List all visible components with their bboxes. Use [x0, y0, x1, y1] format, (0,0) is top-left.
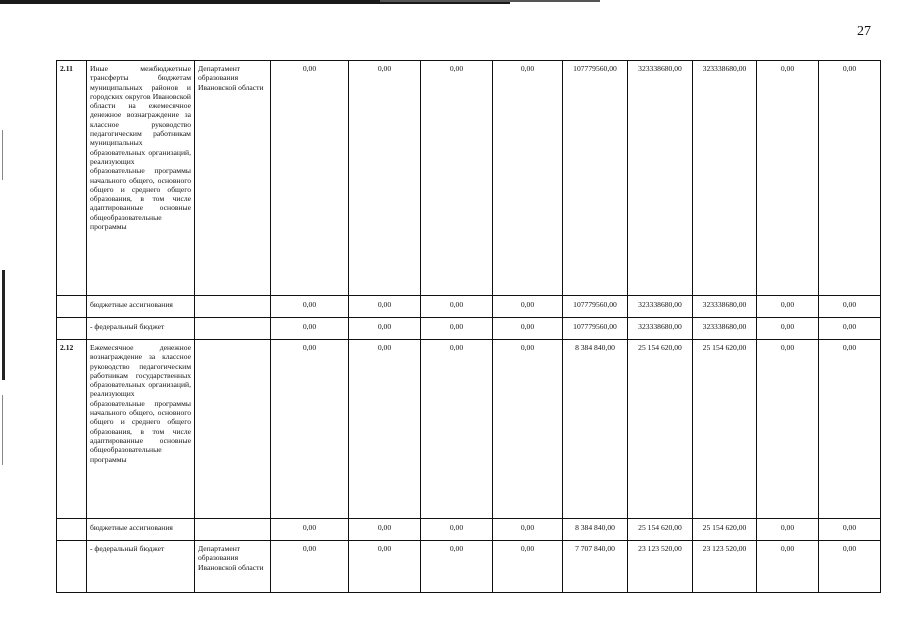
value-cell: 0,00	[349, 296, 421, 318]
value-cell: 0,00	[493, 340, 563, 519]
value-cell: 107779560,00	[563, 61, 628, 296]
value-cell: 0,00	[493, 318, 563, 340]
value-cell: 0,00	[819, 61, 881, 296]
value-cell: 0,00	[819, 519, 881, 541]
table-row-federal-budget	[57, 318, 881, 340]
value-cell: 0,00	[421, 519, 493, 541]
row-executor	[195, 318, 271, 340]
value-cell: 25 154 620,00	[628, 519, 693, 541]
value-cell: 23 123 520,00	[693, 541, 757, 593]
budget-table	[56, 60, 881, 593]
row-number	[57, 519, 87, 541]
row-description: - федеральный бюджет	[87, 318, 195, 340]
value-cell: 0,00	[349, 340, 421, 519]
row-number: 2.11	[57, 61, 87, 296]
value-cell: 0,00	[493, 541, 563, 593]
value-cell: 0,00	[421, 296, 493, 318]
value-cell: 0,00	[271, 340, 349, 519]
row-executor	[195, 519, 271, 541]
value-cell: 23 123 520,00	[628, 541, 693, 593]
scan-margin-mark	[2, 270, 5, 380]
value-cell: 0,00	[819, 318, 881, 340]
scan-margin-mark-faint	[2, 130, 3, 180]
value-cell: 0,00	[271, 296, 349, 318]
scan-artifact-bar-thin	[380, 0, 600, 2]
value-cell: 107779560,00	[563, 318, 628, 340]
value-cell: 0,00	[757, 318, 819, 340]
value-cell: 0,00	[421, 318, 493, 340]
value-cell: 8 384 840,00	[563, 340, 628, 519]
page-number: 27	[857, 24, 871, 39]
value-cell: 0,00	[757, 296, 819, 318]
value-cell: 0,00	[271, 519, 349, 541]
value-cell: 0,00	[349, 61, 421, 296]
value-cell: 0,00	[349, 519, 421, 541]
row-number	[57, 318, 87, 340]
value-cell: 0,00	[757, 61, 819, 296]
value-cell: 323338680,00	[628, 61, 693, 296]
row-description: - федеральный бюджет	[87, 541, 195, 593]
table-row-2-11	[57, 61, 881, 296]
value-cell: 323338680,00	[628, 296, 693, 318]
value-cell: 0,00	[421, 541, 493, 593]
row-number	[57, 296, 87, 318]
value-cell: 107779560,00	[563, 296, 628, 318]
value-cell: 0,00	[271, 61, 349, 296]
value-cell: 323338680,00	[693, 296, 757, 318]
row-description: бюджетные ассигнования	[87, 296, 195, 318]
value-cell: 0,00	[421, 61, 493, 296]
row-number	[57, 541, 87, 593]
value-cell: 25 154 620,00	[693, 519, 757, 541]
value-cell: 0,00	[819, 340, 881, 519]
value-cell: 0,00	[819, 541, 881, 593]
row-executor: Департамент образования Ивановской области	[195, 61, 271, 296]
value-cell: 0,00	[757, 340, 819, 519]
value-cell: 323338680,00	[628, 318, 693, 340]
value-cell: 0,00	[757, 541, 819, 593]
value-cell: 25 154 620,00	[628, 340, 693, 519]
row-description: бюджетные ассигнования	[87, 519, 195, 541]
row-executor	[195, 296, 271, 318]
value-cell: 25 154 620,00	[693, 340, 757, 519]
row-executor	[195, 340, 271, 519]
value-cell: 0,00	[421, 340, 493, 519]
table-row-budget-allocations	[57, 296, 881, 318]
value-cell: 8 384 840,00	[563, 519, 628, 541]
value-cell: 0,00	[349, 541, 421, 593]
value-cell: 0,00	[757, 519, 819, 541]
value-cell: 0,00	[819, 296, 881, 318]
value-cell: 0,00	[271, 541, 349, 593]
row-description: Иные межбюджетные трансферты бюджетам муниципальных районов и городских округов Ивановской области на ежемесячное денежное вознаграждение за классное руководство педагогическим работникам муниципальных образовательных организаций, реализующих образовательные программы начального общего, основного общего и среднего общего образования, в том числе адаптированные основные общеобразовательные программы	[87, 61, 195, 296]
value-cell: 0,00	[493, 61, 563, 296]
value-cell: 0,00	[349, 318, 421, 340]
value-cell: 323338680,00	[693, 318, 757, 340]
value-cell: 0,00	[493, 296, 563, 318]
table-row-budget-allocations	[57, 519, 881, 541]
row-description: Ежемесячное денежное вознаграждение за классное руководство педагогическим работникам государственных образовательных организаций, реализующих образовательные программы начального общего, основного общего и среднего общего образования, в том числе адаптированные основные общеобразовательные программы	[87, 340, 195, 519]
table-row-2-12	[57, 340, 881, 519]
table-row-federal-budget	[57, 541, 881, 593]
value-cell: 0,00	[493, 519, 563, 541]
row-executor: Департамент образования Ивановской области	[195, 541, 271, 593]
value-cell: 0,00	[271, 318, 349, 340]
scan-margin-mark-faint-2	[2, 395, 3, 465]
value-cell: 7 707 840,00	[563, 541, 628, 593]
row-number: 2.12	[57, 340, 87, 519]
value-cell: 323338680,00	[693, 61, 757, 296]
